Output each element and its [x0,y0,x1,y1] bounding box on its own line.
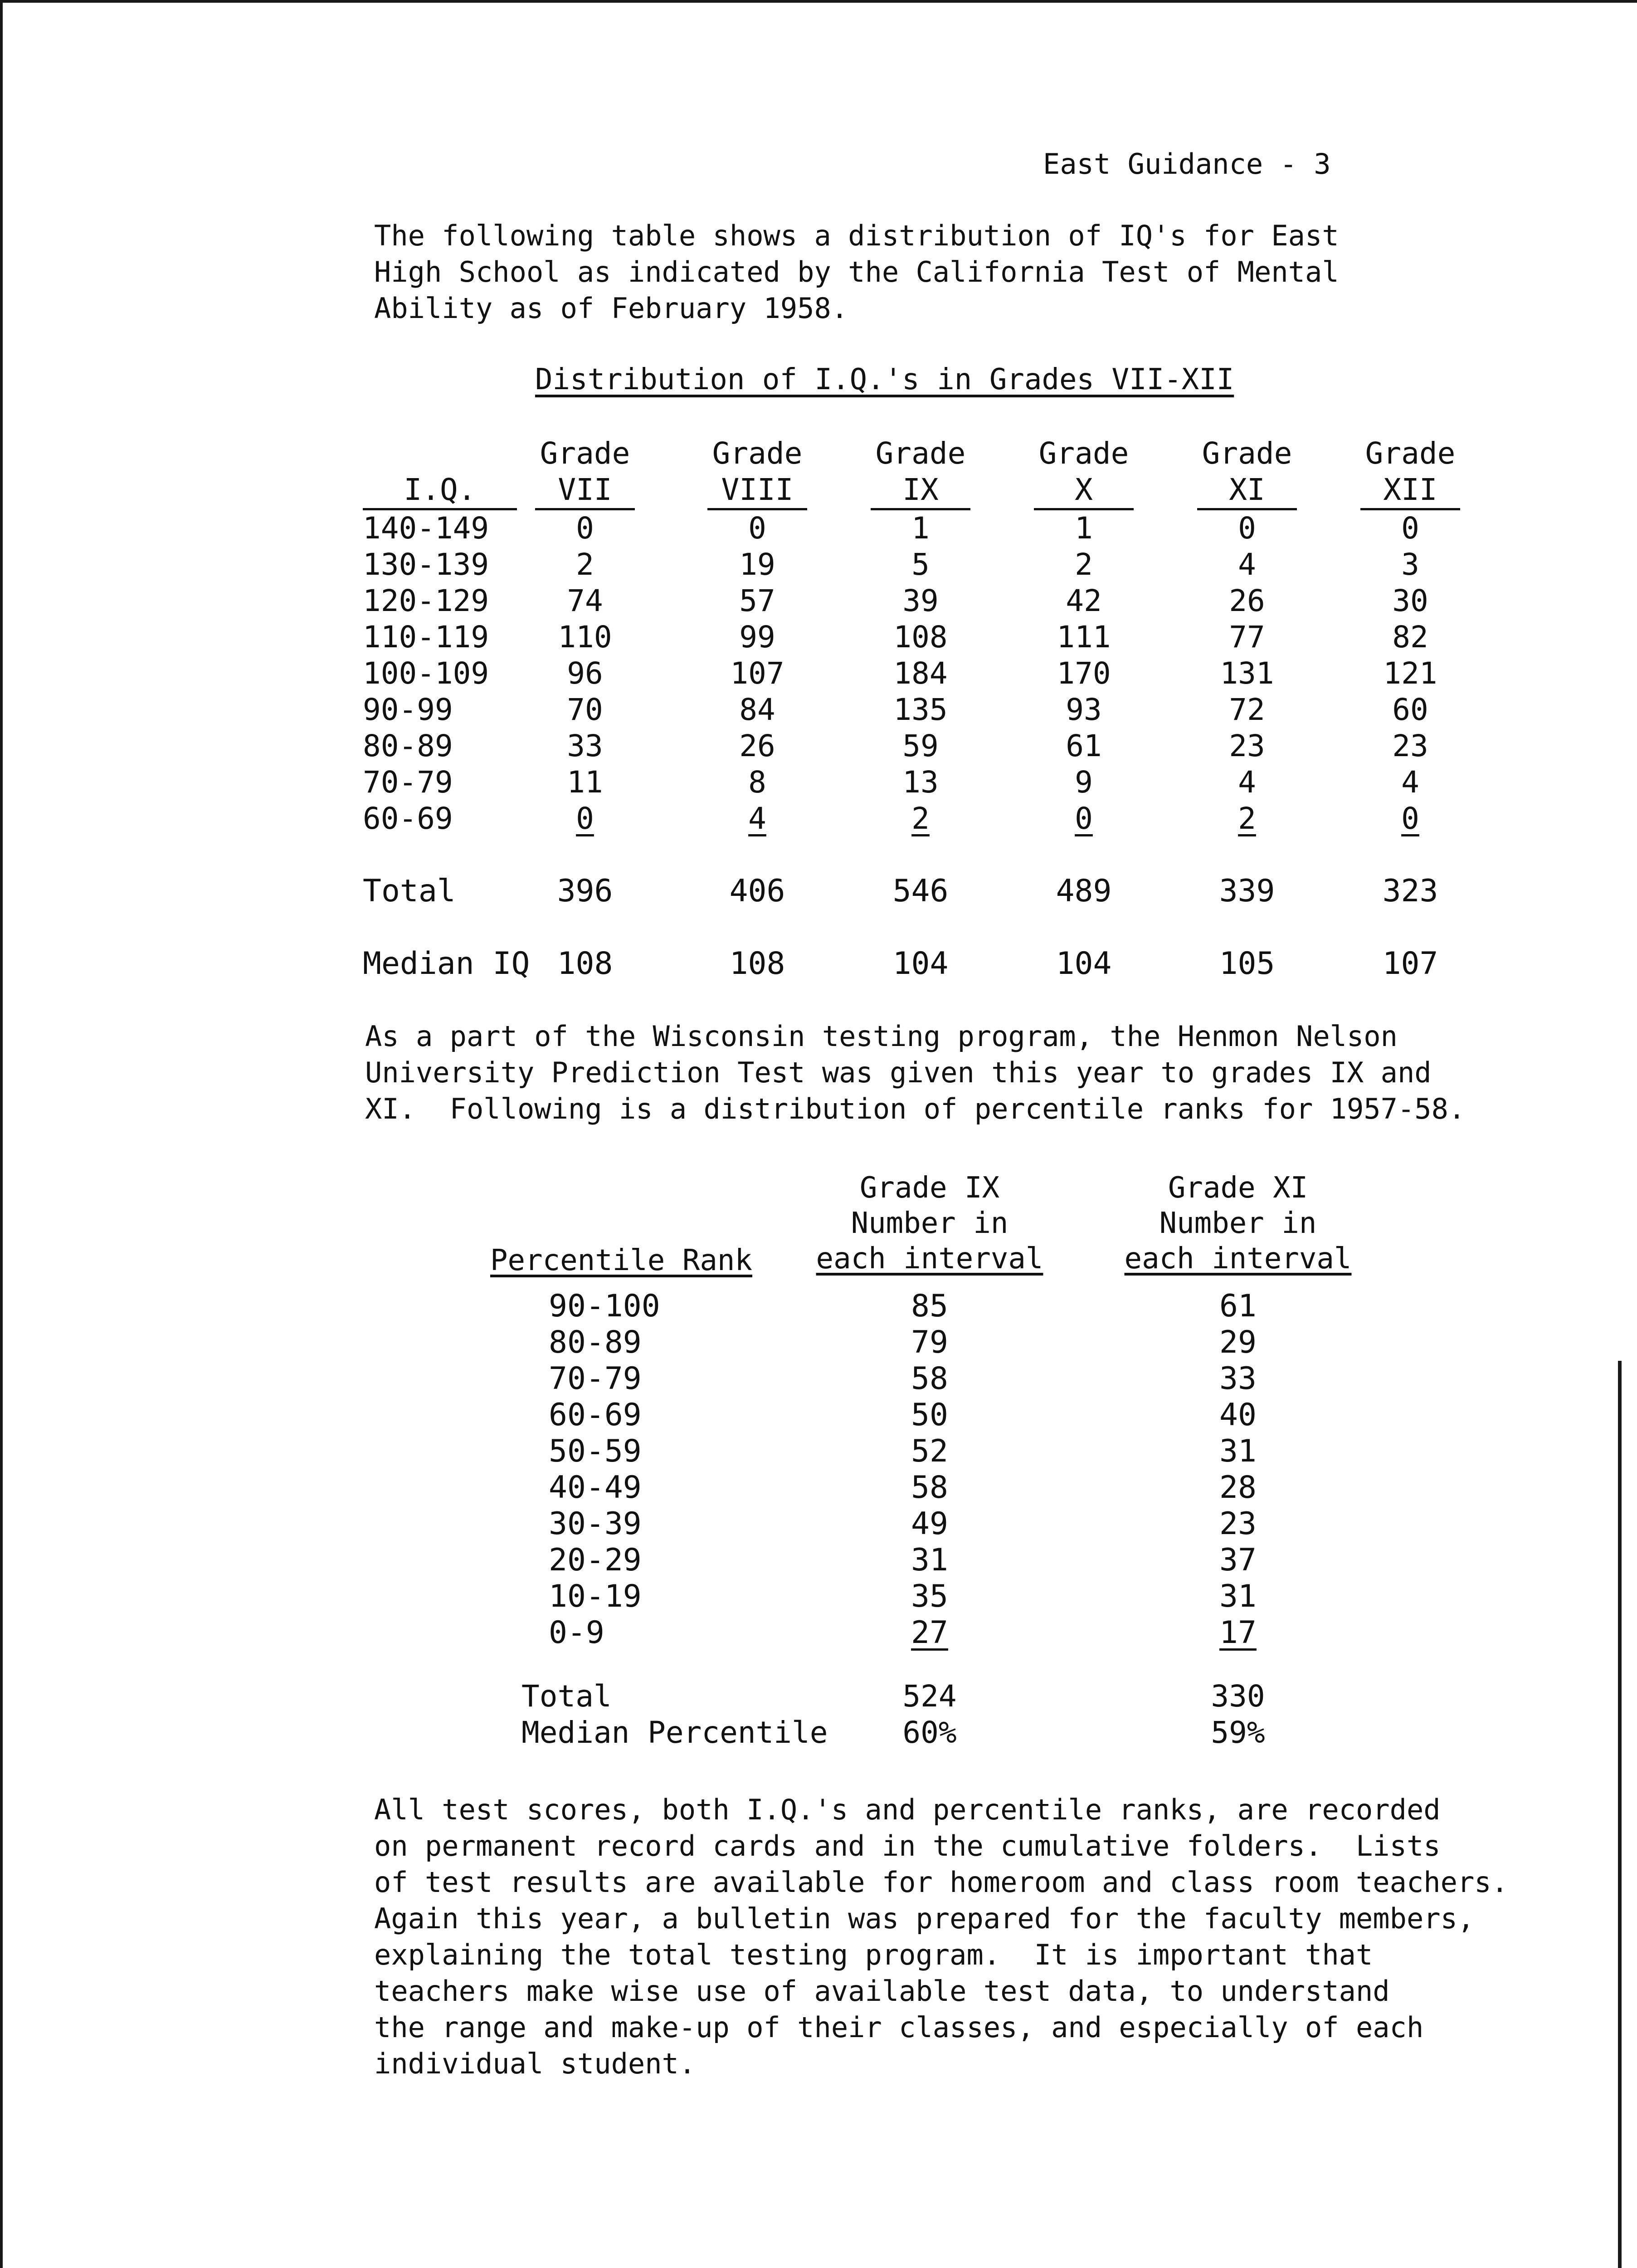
iq-count: 2 [1238,801,1256,836]
iq-count: 0 [1401,801,1419,836]
iq-count: 1 [911,511,930,546]
grade-column-header [707,435,807,510]
grade-word: Grade [875,436,966,471]
grade-word: Grade [1038,436,1129,471]
iq-range: 90-99 [363,692,453,727]
iq-count: 2 [1075,547,1093,582]
iq-table-row [363,655,1478,692]
iq-table-row [363,728,1478,764]
iq-range: 140-149 [363,511,489,546]
iq-count: 0 [576,511,594,546]
iq-total-row [363,871,1478,912]
iq-count: 33 [567,728,603,763]
iq-total-value: 339 [1219,873,1275,909]
iq-table-row [363,764,1478,801]
iq-count: 82 [1392,620,1428,655]
iq-table-row [363,801,1478,837]
grade-ix-count: 52 [911,1433,948,1469]
iq-table-row [363,692,1478,728]
iq-count: 5 [911,547,930,582]
grade-numeral: XII [1360,472,1460,510]
iq-count: 26 [1229,583,1265,618]
percentile-range: 0-9 [549,1615,604,1651]
iq-median-value: 107 [1382,946,1438,982]
iq-count: 93 [1066,692,1102,727]
iq-total-value: 396 [557,873,613,909]
iq-count: 4 [1238,765,1256,800]
iq-count: 4 [1401,765,1419,800]
iq-median-value: 108 [729,946,785,982]
iq-count: 0 [1075,801,1093,836]
percentile-table-row [481,1615,1388,1651]
grade-ix-header: Grade IX Number in each interval [816,1171,1043,1276]
percentile-table-row [481,1288,1388,1325]
iq-range: 80-89 [363,728,453,763]
iq-range: 130-139 [363,547,489,582]
iq-median-value: 105 [1219,946,1275,982]
iq-range: 100-109 [363,656,489,691]
grade-column-header [1034,435,1134,510]
iq-count: 39 [902,583,939,618]
iq-count: 1 [1075,511,1093,546]
iq-median-value: 108 [557,946,613,982]
iq-count: 107 [730,656,784,691]
iq-count: 170 [1057,656,1111,691]
iq-total-label: Total [363,873,456,909]
percentile-range: 20-29 [549,1542,642,1578]
percentile-range: 30-39 [549,1506,642,1542]
percentile-table-row [481,1579,1388,1615]
iq-count: 184 [893,656,948,691]
wisconsin-paragraph: As a part of the Wisconsin testing program, the Henmon Nelson University Prediction Test was given this year to grades IX and XI. Following is a distribution of percentile ranks for 1957-58. [365,1020,1466,1125]
iq-count: 110 [558,620,612,655]
iq-total-value: 406 [729,873,785,909]
page-header: East Guidance - 3 [1043,147,1331,181]
scan-top-edge [0,0,1637,3]
grade-numeral: X [1034,472,1134,510]
grade-ix-count: 58 [911,1470,948,1505]
iq-count: 13 [902,765,939,800]
grade-ix-count: 49 [911,1506,948,1542]
percentile-range: 50-59 [549,1433,642,1469]
grade-xi-count: 29 [1219,1325,1257,1360]
iq-count: 4 [1238,547,1256,582]
iq-column-header: I.Q. [363,472,517,510]
percentile-table-row [481,1433,1388,1470]
iq-count: 42 [1066,583,1102,618]
grade-xi-count: 33 [1219,1361,1257,1397]
percentile-median-row: Median Percentile 60% 59% [521,1715,1265,1750]
iq-range: 60-69 [363,801,453,836]
iq-table-title: Distribution of I.Q.'s in Grades VII-XII [535,363,1234,396]
iq-count: 2 [911,801,930,836]
iq-count: 8 [748,765,766,800]
grade-numeral: IX [871,472,970,510]
grade-xi-header: Grade XI Number in each interval [1124,1171,1352,1276]
iq-count: 23 [1392,728,1428,763]
grade-ix-count: 27 [911,1615,948,1651]
iq-count: 23 [1229,728,1265,763]
iq-count: 111 [1057,620,1111,655]
iq-range: 110-119 [363,620,489,655]
iq-count: 99 [739,620,775,655]
grade-column-header [1360,435,1460,510]
iq-table-row [363,619,1478,655]
iq-count: 108 [893,620,948,655]
grade-column-header [1197,435,1297,510]
scan-left-edge [0,0,3,2268]
iq-table-row [363,547,1478,583]
iq-count: 0 [576,801,594,836]
iq-count: 2 [576,547,594,582]
percentile-table-row [481,1542,1388,1579]
iq-count: 72 [1229,692,1265,727]
iq-median-row [363,943,1478,984]
iq-count: 3 [1401,547,1419,582]
iq-total-value: 323 [1382,873,1438,909]
iq-count: 0 [748,511,766,546]
grade-ix-count: 79 [911,1325,948,1360]
grade-numeral: VII [535,472,635,510]
iq-median-value: 104 [1056,946,1112,982]
iq-count: 61 [1066,728,1102,763]
iq-count: 74 [567,583,603,618]
iq-count: 4 [748,801,766,836]
percentile-range: 70-79 [549,1361,642,1397]
iq-count: 30 [1392,583,1428,618]
iq-range: 120-129 [363,583,489,618]
grade-ix-count: 85 [911,1288,948,1324]
iq-count: 0 [1401,511,1419,546]
percentile-range: 80-89 [549,1325,642,1360]
iq-count: 96 [567,656,603,691]
percentile-range: 60-69 [549,1397,642,1433]
iq-count: 0 [1238,511,1256,546]
iq-table-row [363,510,1478,547]
percentile-table-row [481,1325,1388,1361]
grade-xi-count: 61 [1219,1288,1257,1324]
grade-xi-count: 28 [1219,1470,1257,1505]
intro-paragraph: The following table shows a distribution of IQ's for East High School as indicated by the California Test of Mental Ability as of February 1958. [374,219,1339,325]
grade-word: Grade [1365,436,1456,471]
grade-column-header [535,435,635,510]
grade-ix-count: 31 [911,1542,948,1578]
grade-xi-count: 17 [1219,1615,1257,1651]
percentile-range: 10-19 [549,1579,642,1614]
iq-count: 9 [1075,765,1093,800]
iq-total-value: 546 [892,873,949,909]
percentile-table-row [481,1506,1388,1542]
percentile-range: 90-100 [549,1288,660,1324]
grade-word: Grade [1202,436,1292,471]
iq-count: 77 [1229,620,1265,655]
iq-count: 70 [567,692,603,727]
percentile-table-row [481,1361,1388,1397]
grade-numeral: VIII [707,472,807,510]
iq-count: 121 [1383,656,1437,691]
percentile-rank-header: Percentile Rank [490,1244,752,1277]
grade-word: Grade [712,436,803,471]
percentile-table-row [481,1470,1388,1506]
iq-count: 84 [739,692,775,727]
iq-count: 60 [1392,692,1428,727]
iq-count: 135 [893,692,948,727]
iq-count: 26 [739,728,775,763]
iq-count: 57 [739,583,775,618]
grade-word: Grade [540,436,630,471]
grade-xi-count: 37 [1219,1542,1257,1578]
scan-right-edge [1618,1361,1622,2268]
grade-xi-count: 40 [1219,1397,1257,1433]
grade-xi-count: 31 [1219,1433,1257,1469]
percentile-table-row [481,1397,1388,1433]
iq-total-value: 489 [1056,873,1112,909]
iq-count: 131 [1220,656,1274,691]
closing-paragraph: All test scores, both I.Q.'s and percentile ranks, are recorded on permanent record cards and in the cumulative folders. Lists of test results are available for homeroom and class room teachers. Again this year, a bulletin was prepared for the faculty members, explaining the total testing program. It is important that teachers make wise use of available test data, to understand the range and make-up of their classes, and especially of each individual student. [374,1793,1508,2080]
grade-ix-count: 50 [911,1397,948,1433]
grade-column-header [871,435,970,510]
grade-numeral: XI [1197,472,1297,510]
percentile-range: 40-49 [549,1470,642,1505]
grade-xi-count: 23 [1219,1506,1257,1542]
iq-median-label: Median IQ [363,946,530,982]
grade-ix-count: 58 [911,1361,948,1397]
percentile-total-row: Total 524 330 [521,1679,1265,1714]
iq-median-value: 104 [892,946,949,982]
iq-range: 70-79 [363,765,453,800]
iq-count: 19 [739,547,775,582]
iq-table-row [363,583,1478,619]
iq-count: 11 [567,765,603,800]
iq-count: 59 [902,728,939,763]
grade-ix-count: 35 [911,1579,948,1614]
grade-xi-count: 31 [1219,1579,1257,1614]
